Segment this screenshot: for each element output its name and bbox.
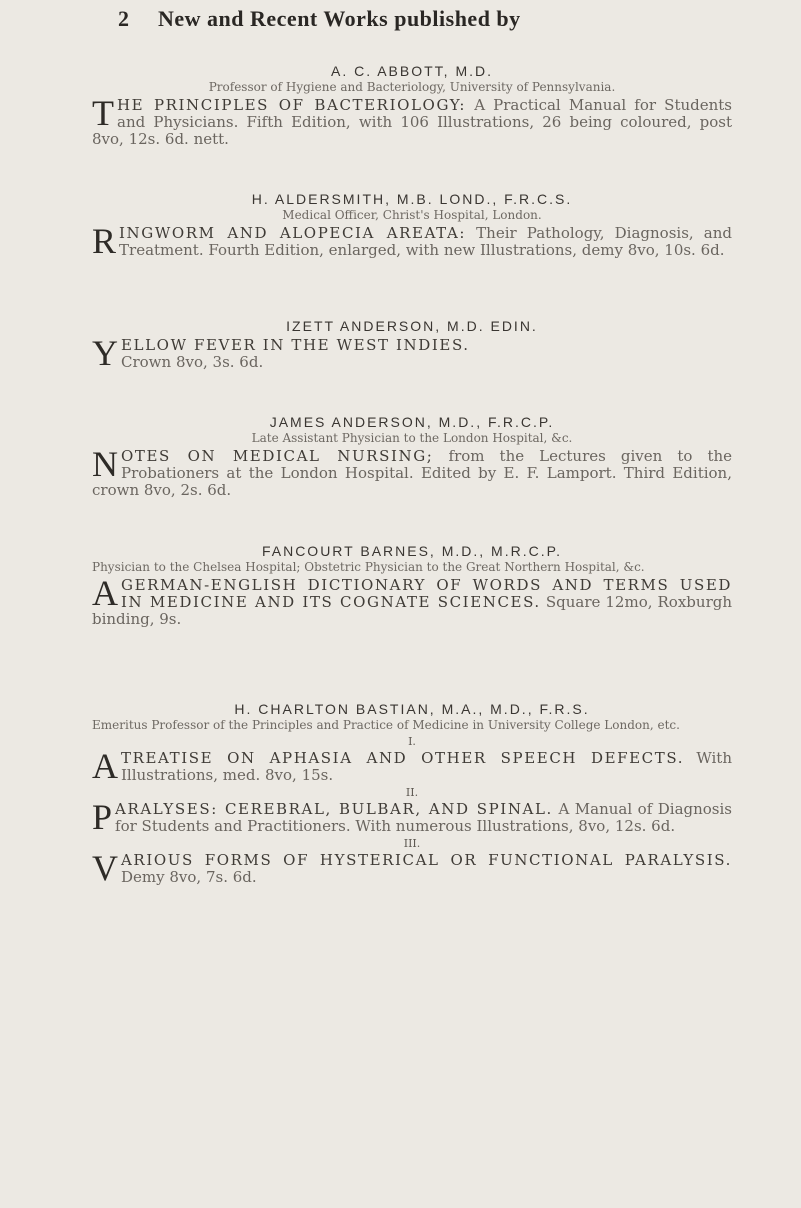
- book-title: ARIOUS FORMS OF HYSTERICAL OR FUNCTIONAL PARALYSIS.: [121, 851, 732, 869]
- book-details: Crown 8vo, 3s. 6d.: [121, 353, 264, 371]
- drop-initial: P: [92, 797, 113, 837]
- book-listing: [92, 221, 732, 261]
- book-listing: [92, 746, 732, 786]
- book-title: TREATISE ON APHASIA AND OTHER SPEECH DEFECTS.: [121, 749, 685, 767]
- book-details: With Illustrations, med. 8vo, 15s.: [121, 749, 732, 784]
- drop-initial: A: [92, 573, 118, 613]
- catalogue-entry-aldersmith: [92, 190, 732, 259]
- book-title: GERMAN-ENGLISH DICTIONARY OF WORDS AND TERMS USED IN MEDICINE AND ITS COGNATE SCIENCES.: [121, 576, 732, 611]
- book-listing: [92, 444, 733, 499]
- author-role: Late Assistant Physician to the London Hospital, &c.: [251, 431, 573, 445]
- drop-initial: R: [92, 221, 117, 261]
- volume-number: I.: [408, 735, 416, 748]
- book-details: A Practical Manual for Students and Physicians. Fifth Edition, with 106 Illustrations, 26 being coloured, post 8vo, 12s. 6d. nett.: [92, 96, 732, 148]
- book-details: Square 12mo, Roxburgh binding, 9s.: [92, 593, 732, 628]
- catalogue-entry-izett-anderson: [92, 317, 732, 371]
- book-listing: [92, 333, 732, 373]
- drop-initial: V: [92, 848, 118, 888]
- author-name: H. CHARLTON BASTIAN, M.A., M.D., F.R.S.: [234, 701, 590, 717]
- author-role: Physician to the Chelsea Hospital; Obstetric Physician to the Great Northern Hospital, &c.: [92, 560, 645, 574]
- book-listing: [92, 573, 732, 628]
- book-listing: [92, 848, 732, 888]
- author-name: IZETT ANDERSON, M.D. EDIN.: [286, 318, 538, 334]
- book-listing: [92, 797, 732, 837]
- book-title: ARALYSES: CEREBRAL, BULBAR, AND SPINAL.: [115, 800, 553, 818]
- catalogue-entry-james-anderson: [92, 413, 732, 499]
- catalogue-entry-abbott: [92, 62, 732, 148]
- drop-initial: N: [92, 444, 118, 484]
- page-number: 2: [118, 6, 130, 31]
- author-name: FANCOURT BARNES, M.D., M.R.C.P.: [261, 543, 563, 559]
- book-title: INGWORM AND ALOPECIA AREATA:: [119, 224, 467, 242]
- running-title: New and Recent Works published by: [158, 6, 521, 31]
- book-details: Demy 8vo, 7s. 6d.: [121, 868, 257, 886]
- author-name: A. C. ABBOTT, M.D.: [330, 63, 494, 79]
- drop-initial: T: [92, 93, 114, 133]
- author-role: Professor of Hygiene and Bacteriology, University of Pennsylvania.: [208, 80, 616, 94]
- volume-number: III.: [403, 837, 421, 850]
- book-listing: [92, 93, 732, 148]
- book-title: ELLOW FEVER IN THE WEST INDIES.: [121, 336, 470, 354]
- catalogue-entry-bastian: [92, 700, 732, 886]
- book-title: HE PRINCIPLES OF BACTERIOLOGY:: [117, 96, 467, 114]
- author-role: Medical Officer, Christ's Hospital, London.: [282, 208, 542, 222]
- author-role: Emeritus Professor of the Principles and Practice of Medicine in University College London, etc.: [92, 718, 680, 732]
- catalogue-entry-barnes: [92, 542, 732, 628]
- book-title: OTES ON MEDICAL NURSING;: [121, 447, 434, 465]
- drop-initial: A: [92, 746, 118, 786]
- volume-number: II.: [405, 786, 419, 799]
- book-details: Their Pathology, Diagnosis, and Treatment. Fourth Edition, enlarged, with new Illustrations, demy 8vo, 10s. 6d.: [119, 224, 732, 259]
- page-header: [118, 6, 718, 32]
- drop-initial: Y: [92, 333, 118, 373]
- author-name: JAMES ANDERSON, M.D., F.R.C.P.: [269, 414, 555, 430]
- book-details: A Manual of Diagnosis for Students and Practitioners. With numerous Illustrations, 8vo, 12s. 6d.: [115, 800, 732, 835]
- book-details: from the Lectures given to the Probationers at the London Hospital. Edited by E. F. Lamport. Third Edition, crown 8vo, 2s. 6d.: [92, 447, 733, 499]
- author-name: H. ALDERSMITH, M.B. LOND., F.R.C.S.: [251, 191, 573, 207]
